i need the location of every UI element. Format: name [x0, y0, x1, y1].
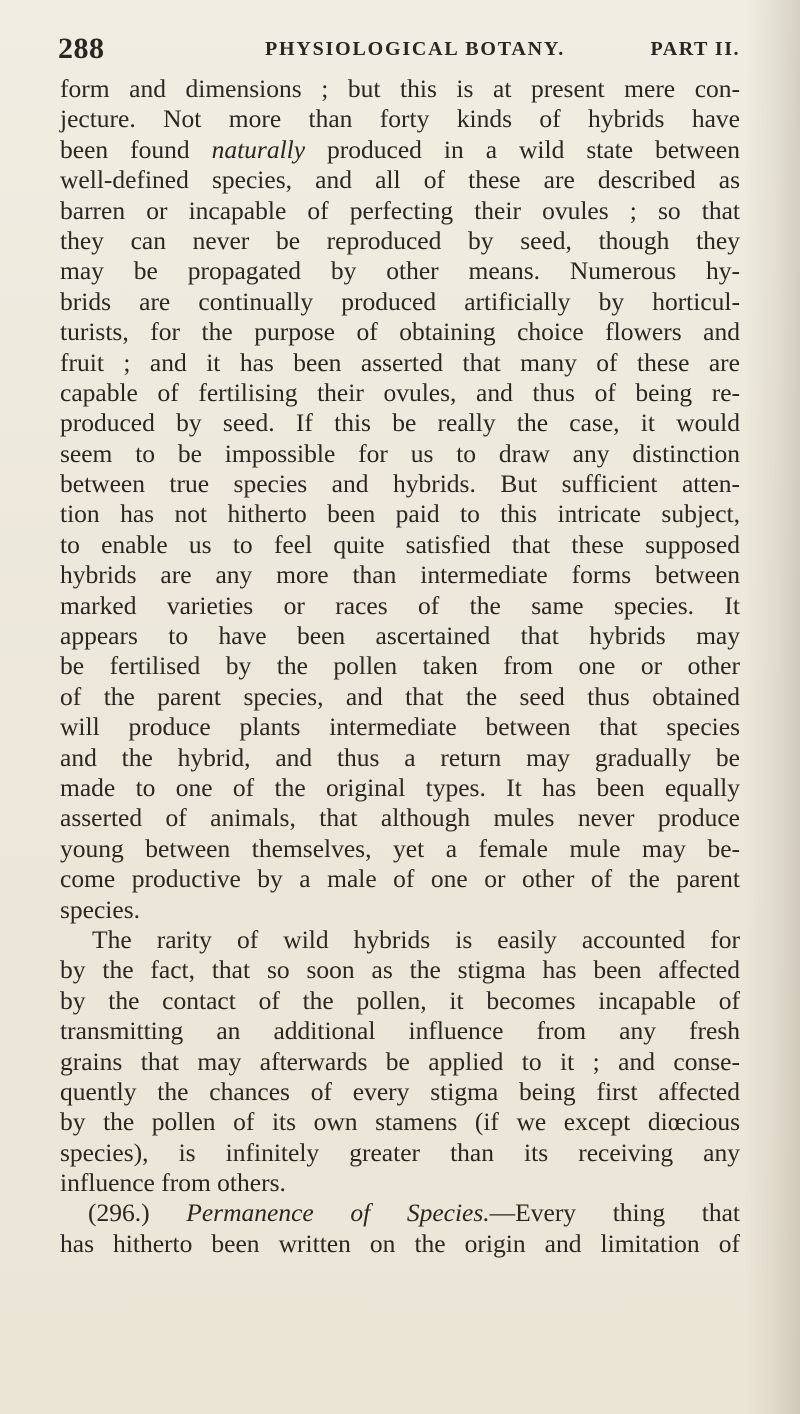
text-line: made to one of the original types. It has been equally [60, 772, 740, 802]
text-line: well-defined species, and all of these are described as [60, 165, 740, 195]
page-header [58, 32, 758, 72]
page-number: 288 [58, 32, 105, 65]
text-line: fruit ; and it has been asserted that many of these are [60, 347, 740, 377]
text-line: appears to have been ascertained that hybrids may [60, 621, 740, 651]
part-label: PART II. [650, 38, 740, 60]
text-segment: produced in a wild state between [305, 134, 740, 164]
text-line: marked varieties or races of the same species. It [60, 590, 740, 620]
text-line: be fertilised by the pollen taken from one or other [60, 651, 740, 681]
text-segment: been found [60, 134, 212, 164]
text-line: barren or incapable of perfecting their ovules ; so that [60, 195, 740, 225]
text-line: by the contact of the pollen, it becomes incapable of [60, 985, 740, 1015]
body-text [60, 74, 740, 1259]
text-line: tion has not hitherto been paid to this intricate subject, [60, 499, 740, 529]
text-line: capable of fertilising their ovules, and thus of being re- [60, 377, 740, 407]
text-line: brids are continually produced artificially by horticul- [60, 286, 740, 316]
running-title: PHYSIOLOGICAL BOTANY. [265, 38, 566, 60]
text-line: and the hybrid, and thus a return may gradually be [60, 742, 740, 772]
text-line: jecture. Not more than forty kinds of hybrids have [60, 104, 740, 134]
text-line: quently the chances of every stigma being first affected [60, 1076, 740, 1106]
text-line: by the pollen of its own stamens (if we except diœcious [60, 1107, 740, 1137]
text-line: seem to be impossible for us to draw any distinction [60, 438, 740, 468]
text-line: transmitting an additional influence from any fresh [60, 1016, 740, 1046]
text-line [60, 1198, 740, 1228]
text-line: form and dimensions ; but this is at present mere con- [60, 74, 740, 103]
text-line: may be propagated by other means. Numerous hy- [60, 256, 740, 286]
text-line: has hitherto been written on the origin and limitation of [60, 1228, 740, 1258]
text-line: grains that may afterwards be applied to it ; and conse- [60, 1046, 740, 1076]
text-line: come productive by a male of one or other of the parent [60, 864, 740, 894]
text-line: between true species and hybrids. But sufficient atten- [60, 469, 740, 499]
text-segment: (296.) [88, 1198, 187, 1228]
italic-text: Permanence of Species. [186, 1198, 490, 1228]
italic-text: naturally [211, 134, 306, 164]
text-line: will produce plants intermediate between that species [60, 712, 740, 742]
text-line: young between themselves, yet a female mule may be- [60, 833, 740, 863]
text-line: produced by seed. If this be really the case, it would [60, 408, 740, 438]
text-line: by the fact, that so soon as the stigma has been affected [60, 955, 740, 985]
text-line: species), is infinitely greater than its receiving any [60, 1137, 740, 1167]
text-segment: —Every thing that [489, 1198, 741, 1228]
text-line: turists, for the purpose of obtaining choice flowers and [60, 317, 740, 347]
text-line: influence from others. [60, 1168, 286, 1198]
text-line: species. [60, 894, 141, 924]
text-line: asserted of animals, that although mules never produce [60, 803, 740, 833]
text-line [60, 135, 740, 165]
text-line: they can never be reproduced by seed, though they [60, 225, 740, 255]
text-line: hybrids are any more than intermediate forms between [60, 560, 740, 590]
text-line: of the parent species, and that the seed thus obtained [60, 681, 740, 711]
text-line: to enable us to feel quite satisfied that these supposed [60, 529, 740, 559]
text-line: The rarity of wild hybrids is easily accounted for [92, 924, 740, 954]
